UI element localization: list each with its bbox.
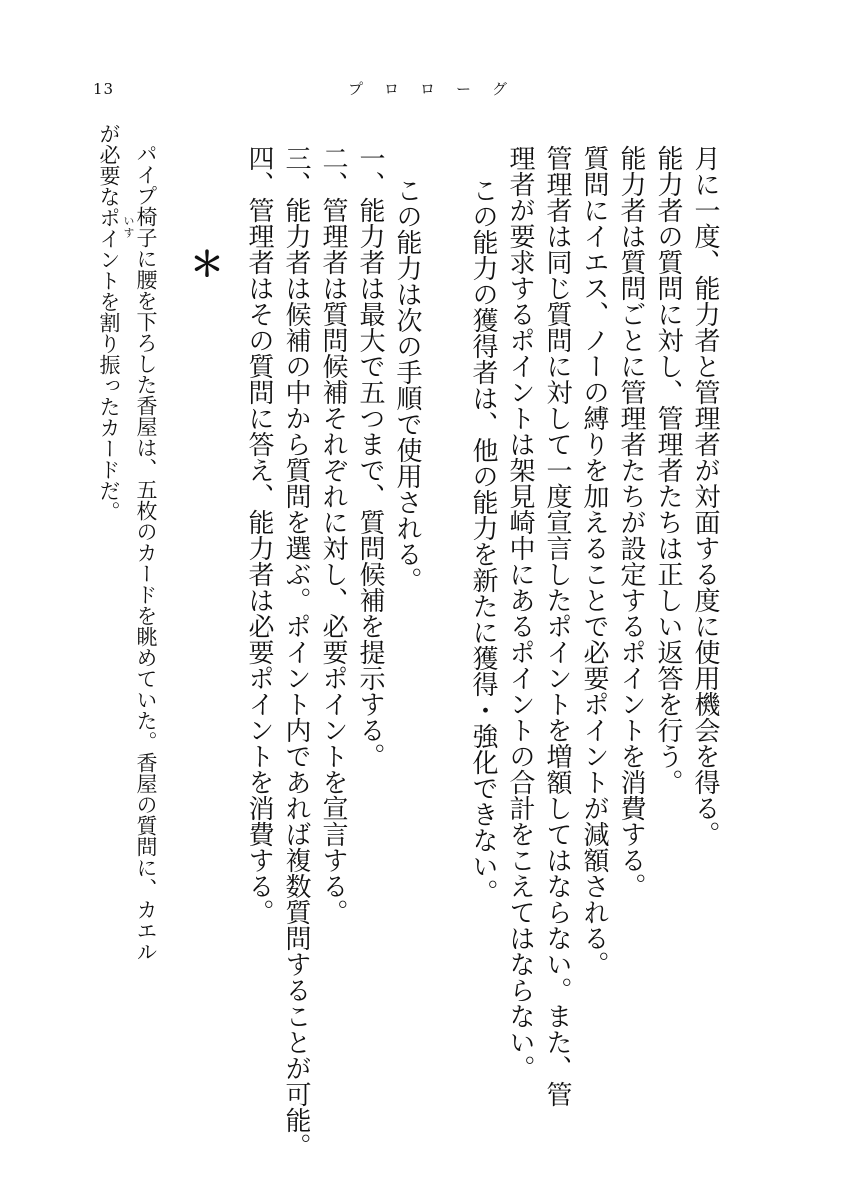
running-head: プロローグ	[348, 80, 529, 98]
text-column: 三、能力者は候補の中から質問を選ぶ。ポイント内であれば複数質問することが可能。	[281, 145, 311, 1159]
text-column: この能力の獲得者は、他の能力を新たに獲得・強化できない。	[468, 177, 498, 905]
narrative-text: パイプ	[134, 143, 158, 206]
ruby-base-text: 椅子	[134, 206, 158, 248]
text-column: この能力は次の手順で使用される。	[392, 177, 422, 593]
text-column: 能力者の質問に対し、管理者たちは正しい返答を行う。	[653, 145, 683, 795]
text-column: 一、能力者は最大で五つまで、質問候補を提示する。	[355, 145, 385, 769]
text-column: 二、管理者は質問候補それぞれに対し、必要ポイントを宣言する。	[318, 145, 348, 925]
page-number: 13	[93, 80, 115, 98]
text-column: 管理者は同じ質問に対して一度宣言したポイントを増額してはならない。また、管	[542, 145, 572, 1107]
scene-break-asterisk: ＊	[190, 245, 224, 285]
narrative-text: に腰を下ろした香屋は、五枚のカードを眺めていた。香屋の質問に、カエル	[134, 248, 158, 962]
text-column: 理者が要求するポイントは架見崎中にあるポイントの合計をこえてはならない。	[505, 145, 535, 1081]
narrative-column: が必要なポイントを割り振ったカードだ。	[97, 123, 121, 522]
text-column: 質問にイエス、ノーの縛りを加えることで必要ポイントが減額される。	[579, 145, 609, 977]
narrative-column	[122, 143, 160, 962]
text-column: 月に一度、能力者と管理者が対面する度に使用機会を得る。	[690, 145, 720, 847]
text-column: 四、管理者はその質問に答え、能力者は必要ポイントを消費する。	[244, 145, 274, 925]
ruby-base	[122, 206, 158, 248]
text-column: 能力者は質問ごとに管理者たちが設定するポイントを消費する。	[616, 145, 646, 899]
ruby-reading: いす	[122, 215, 135, 239]
